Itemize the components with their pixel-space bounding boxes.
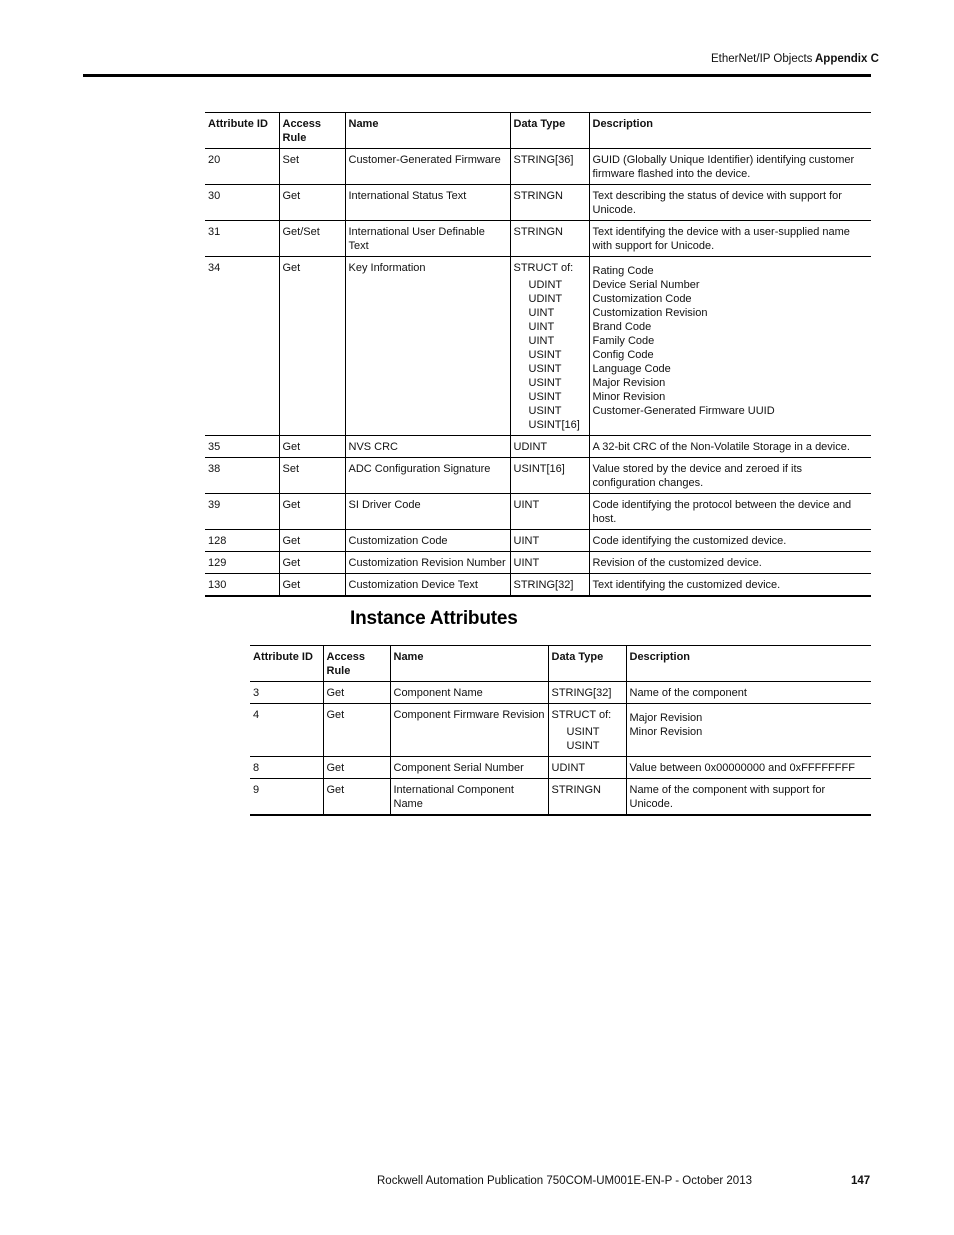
attribute-id-cell: 4 <box>250 704 323 757</box>
description-cell <box>589 149 871 185</box>
description-line: Value stored by the device and zeroed if its configuration changes. <box>592 463 803 489</box>
column-header-attribute-id: Attribute ID <box>205 113 279 149</box>
description-line: Customer-Generated Firmware UUID <box>592 405 775 417</box>
attribute-id-cell: 8 <box>250 757 323 779</box>
data-type-cell <box>510 149 589 185</box>
column-header-data-type: Data Type <box>510 113 589 149</box>
instance-attributes-heading: Instance Attributes <box>350 608 518 629</box>
data-type-line: USINT <box>528 363 562 375</box>
data-type-line: STRUCT of: <box>551 709 612 721</box>
description-cell <box>626 779 871 816</box>
data-type-line: USINT <box>528 391 562 403</box>
table-row <box>250 779 871 816</box>
table-row <box>205 436 871 458</box>
description-line: Text describing the status of device with support for Unicode. <box>592 190 842 216</box>
attribute-id-cell: 30 <box>205 185 279 221</box>
access-rule-cell: Set <box>279 149 345 185</box>
description-line: Family Code <box>592 335 655 347</box>
description-line: Minor Revision <box>592 391 666 403</box>
description-line: Brand Code <box>592 321 652 333</box>
description-cell <box>589 530 871 552</box>
description-cell <box>589 494 871 530</box>
data-type-line: USINT <box>528 349 562 361</box>
table-header-row <box>250 646 871 682</box>
data-type-cell <box>548 779 626 816</box>
data-type-cell <box>548 682 626 704</box>
description-cell <box>589 458 871 494</box>
column-header-access-rule: Access Rule <box>279 113 345 149</box>
header-section-title: EtherNet/IP Objects <box>711 53 813 65</box>
table-row <box>205 458 871 494</box>
description-line: Rating Code <box>592 265 654 277</box>
instance-attributes-table <box>250 645 871 816</box>
description-cell <box>589 552 871 574</box>
data-type-cell <box>510 494 589 530</box>
table-row <box>205 185 871 221</box>
name-cell: International Component Name <box>390 779 548 816</box>
attribute-id-cell: 128 <box>205 530 279 552</box>
access-rule-cell: Get <box>323 682 390 704</box>
data-type-line: UINT <box>528 307 555 319</box>
description-cell <box>626 682 871 704</box>
name-cell: ADC Configuration Signature <box>345 458 510 494</box>
data-type-line: USINT[16] <box>528 419 580 431</box>
data-type-line: STRUCT of: <box>513 262 574 274</box>
column-header-attribute-id: Attribute ID <box>250 646 323 682</box>
name-cell: Customization Code <box>345 530 510 552</box>
description-line: GUID (Globally Unique Identifier) identifying customer firmware flashed into the device. <box>592 154 855 180</box>
name-cell: Component Serial Number <box>390 757 548 779</box>
footer-page-number: 147 <box>851 1175 871 1187</box>
description-line: A 32-bit CRC of the Non-Volatile Storage in a device. <box>592 441 850 453</box>
column-header-name: Name <box>390 646 548 682</box>
access-rule-cell: Get <box>279 436 345 458</box>
data-type-line: STRING[32] <box>551 687 612 699</box>
access-rule-cell: Get <box>279 257 345 436</box>
data-type-line: STRINGN <box>513 190 563 202</box>
access-rule-cell: Get <box>279 185 345 221</box>
data-type-line: USINT <box>528 377 562 389</box>
data-type-line: STRING[36] <box>513 154 574 166</box>
access-rule-cell: Get <box>323 779 390 816</box>
data-type-line: STRINGN <box>513 226 563 238</box>
data-type-cell <box>510 221 589 257</box>
data-type-line: UDINT <box>513 441 548 453</box>
access-rule-cell: Get <box>279 574 345 597</box>
description-line: Config Code <box>592 349 654 361</box>
name-cell: International Status Text <box>345 185 510 221</box>
description-cell <box>626 704 871 757</box>
table-row <box>205 257 871 436</box>
access-rule-cell: Get <box>279 494 345 530</box>
name-cell: Customization Device Text <box>345 574 510 597</box>
attribute-id-cell: 35 <box>205 436 279 458</box>
name-cell: Customer-Generated Firmware <box>345 149 510 185</box>
description-line: Value between 0x00000000 and 0xFFFFFFFF <box>629 762 855 774</box>
data-type-cell <box>548 757 626 779</box>
name-cell: Customization Revision Number <box>345 552 510 574</box>
attribute-id-cell: 38 <box>205 458 279 494</box>
access-rule-cell: Get/Set <box>279 221 345 257</box>
description-cell <box>626 757 871 779</box>
data-type-line: USINT <box>566 740 600 752</box>
data-type-line: STRING[32] <box>513 579 574 591</box>
name-cell: NVS CRC <box>345 436 510 458</box>
description-line: Code identifying the protocol between the device and host. <box>592 499 852 525</box>
footer-publication: Rockwell Automation Publication 750COM-UM001E-EN-P - October 2013 <box>377 1175 752 1187</box>
table-row <box>250 757 871 779</box>
data-type-cell <box>510 552 589 574</box>
description-line: Text identifying the customized device. <box>592 579 781 591</box>
description-cell <box>589 436 871 458</box>
access-rule-cell: Get <box>279 530 345 552</box>
attribute-id-cell: 31 <box>205 221 279 257</box>
data-type-cell <box>548 704 626 757</box>
table-row <box>205 530 871 552</box>
data-type-line: USINT <box>566 726 600 738</box>
access-rule-cell: Get <box>323 757 390 779</box>
data-type-line: STRINGN <box>551 784 601 796</box>
description-line: Language Code <box>592 363 671 375</box>
description-line: Major Revision <box>629 712 703 724</box>
column-header-access-rule: Access Rule <box>323 646 390 682</box>
attribute-id-cell: 39 <box>205 494 279 530</box>
data-type-line: UINT <box>528 335 555 347</box>
data-type-line: USINT <box>528 405 562 417</box>
description-line: Text identifying the device with a user-supplied name with support for Unicode. <box>592 226 850 252</box>
column-header-name: Name <box>345 113 510 149</box>
table-header-row <box>205 113 871 149</box>
data-type-line: UINT <box>528 321 555 333</box>
access-rule-cell: Set <box>279 458 345 494</box>
description-cell <box>589 221 871 257</box>
name-cell: Component Firmware Revision <box>390 704 548 757</box>
data-type-line: UDINT <box>528 279 563 291</box>
attribute-id-cell: 9 <box>250 779 323 816</box>
header-appendix-label: Appendix C <box>815 53 879 65</box>
table-row <box>250 682 871 704</box>
description-line: Code identifying the customized device. <box>592 535 787 547</box>
table-row <box>205 574 871 597</box>
data-type-cell <box>510 185 589 221</box>
table-row <box>205 149 871 185</box>
description-cell <box>589 574 871 597</box>
header-divider <box>83 74 871 77</box>
attribute-id-cell: 129 <box>205 552 279 574</box>
access-rule-cell: Get <box>279 552 345 574</box>
data-type-line: UDINT <box>551 762 586 774</box>
attribute-id-cell: 34 <box>205 257 279 436</box>
data-type-line: UINT <box>513 557 540 569</box>
description-line: Device Serial Number <box>592 279 700 291</box>
name-cell: Component Name <box>390 682 548 704</box>
attribute-id-cell: 20 <box>205 149 279 185</box>
data-type-cell <box>510 458 589 494</box>
data-type-line: USINT[16] <box>513 463 565 475</box>
data-type-cell <box>510 530 589 552</box>
data-type-cell <box>510 574 589 597</box>
description-line: Revision of the customized device. <box>592 557 762 569</box>
data-type-cell <box>510 257 589 436</box>
column-header-data-type: Data Type <box>548 646 626 682</box>
description-line: Major Revision <box>592 377 666 389</box>
column-header-description: Description <box>589 113 871 149</box>
attribute-id-cell: 3 <box>250 682 323 704</box>
name-cell: SI Driver Code <box>345 494 510 530</box>
description-line: Name of the component <box>629 687 747 699</box>
data-type-line: UINT <box>513 499 540 511</box>
description-line: Minor Revision <box>629 726 703 738</box>
access-rule-cell: Get <box>323 704 390 757</box>
table-row <box>205 221 871 257</box>
name-cell: Key Information <box>345 257 510 436</box>
description-cell <box>589 185 871 221</box>
table-row <box>205 552 871 574</box>
data-type-line: UINT <box>513 535 540 547</box>
description-line: Name of the component with support for Unicode. <box>629 784 826 810</box>
name-cell: International User Definable Text <box>345 221 510 257</box>
attribute-id-cell: 130 <box>205 574 279 597</box>
column-header-description: Description <box>626 646 871 682</box>
table-row <box>250 704 871 757</box>
description-line: Customization Revision <box>592 307 708 319</box>
data-type-line: UDINT <box>528 293 563 305</box>
data-type-cell <box>510 436 589 458</box>
description-line: Customization Code <box>592 293 692 305</box>
table-row <box>205 494 871 530</box>
description-cell <box>589 257 871 436</box>
class-attributes-table <box>205 112 871 597</box>
